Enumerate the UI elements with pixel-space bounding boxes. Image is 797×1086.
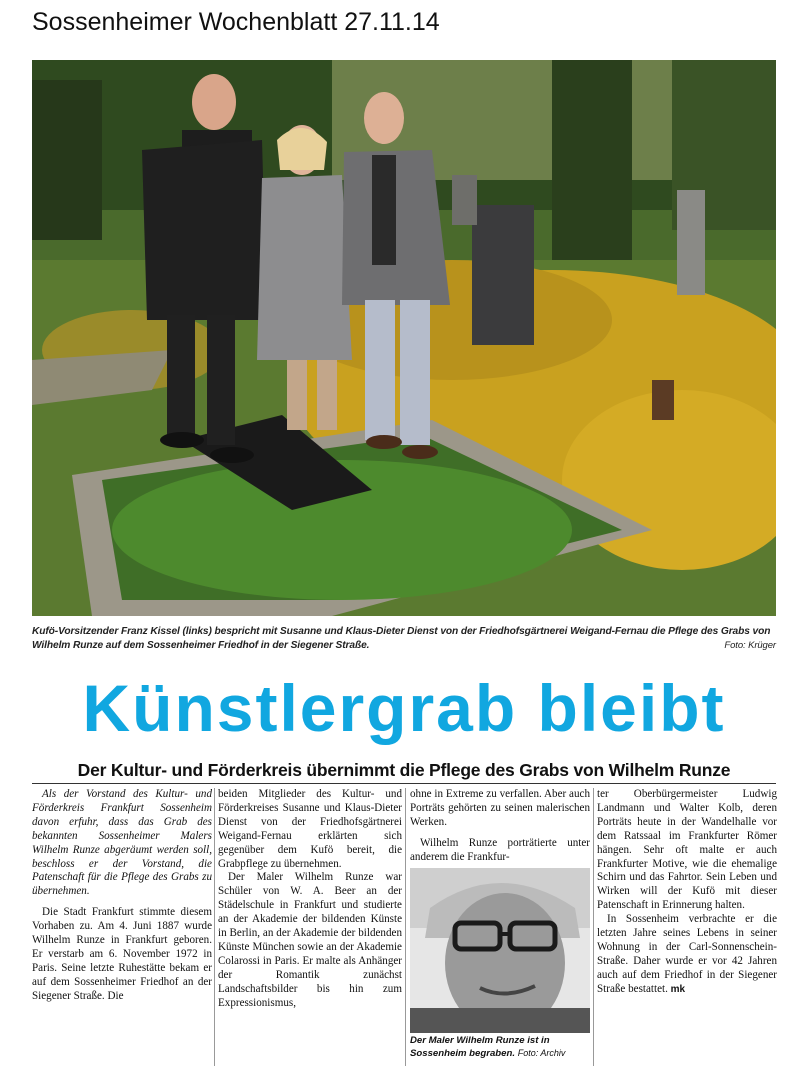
article-column-2 — [218, 788, 402, 1068]
publication-header: Sossenheimer Wochenblatt 27.11.14 — [32, 8, 440, 36]
article-paragraph: ter Oberbürgermeister Ludwig Landmann und Walter Kolb, deren Porträts heute in der Wandelhalle vor dem Ratssaal im Frankfurter Römer hängen. Sehr oft malte er auch Frankfurter Motive, wie die ehemalige Schirn und das Fahrtor. Sein Leben und Wirken will der Kufö mit dieser Patenschaft in Erinnerung halten. — [597, 788, 777, 912]
portrait-caption-text: Der Maler Wilhelm Runze ist in Sossenheim begraben. — [410, 1035, 550, 1059]
column-divider — [214, 788, 215, 1066]
headline: Künstlergrab bleibt — [82, 671, 726, 745]
photo-credit: Foto: Krüger — [724, 640, 776, 651]
photo-caption-text: Kufö-Vorsitzender Franz Kissel (links) bespricht mit Susanne und Klaus-Dieter Dienst von der Friedhofsgärtnerei Weigand-Fernau die Pflege des Grabs von Wilhelm Runze auf dem Sossenheimer Friedhof in der Siegener Straße. — [32, 626, 771, 651]
article-paragraph: Die Stadt Frankfurt stimmte diesem Vorhaben zu. Am 4. Juni 1887 wurde Wilhelm Runze in Frankfurt geboren. Er verstarb am 6. November 1972 in Paris. Seine letzte Ruhestätte bekam er auf dem Sossenheimer Friedhof an der Siegener Straße. Die — [32, 906, 212, 1002]
article-column-3 — [410, 788, 590, 865]
article-paragraph-text: In Sossenheim verbrachte er die letzten Jahre seines Lebens in seiner Wohnung in der Carl-Sonnenschein-Straße. Daher wurde er vor 42 Jahren auch auf dem Friedhof in der Siegener Straße bestattet. — [597, 913, 777, 995]
article-paragraph: ohne in Extreme zu verfallen. Aber auch Porträts gehörten zu seinen malerischen Werken. — [410, 788, 590, 828]
article-column-4 — [597, 788, 777, 1068]
cemetery-photo — [32, 60, 776, 616]
subheadline: Der Kultur- und Förderkreis übernimmt die Pflege des Grabs von Wilhelm Runze — [77, 760, 731, 780]
divider — [32, 783, 776, 784]
portrait-caption — [410, 1034, 590, 1060]
article-paragraph: beiden Mitglieder des Kultur- und Förderkreises Susanne und Klaus-Dieter Dienst von der Friedhofsgärtnerei Weigand-Fernau erklärten sich gegenüber dem Kufö bereit, die Grabpflege zu übernehmen. — [218, 788, 402, 870]
portrait-photo — [410, 868, 590, 1033]
article-paragraph: Wilhelm Runze porträtierte unter anderem die Frankfur- — [410, 836, 590, 863]
column-divider — [593, 788, 594, 1066]
article-paragraph: Der Maler Wilhelm Runze war Schüler von W. A. Beer an der Städelschule in Frankfurt und studierte an der Akademie der bildenden Künste in Berlin, an der Akademie der bildenden Künste München sowie an der Akademie Colarossi in Paris. Er malte als Anhänger der Romantik zunächst Landschaftsbilder bis hin zum Expressionismus, — [218, 871, 402, 1009]
article-column-1 — [32, 788, 212, 1068]
portrait-credit: Foto: Archiv — [517, 1048, 566, 1058]
article-paragraph — [597, 913, 777, 996]
column-divider — [405, 788, 406, 1066]
article-intro: Als der Vorstand des Kultur- und Förderkreis Frankfurt Sossenheim davon erfuhr, dass das Grab des bekannten Sossenheimer Malers Wilhelm Runze abgeräumt werden soll, beschloss er der Vorstand, die Patenschaft für die Pflege des Grabs zu übernehmen. — [32, 788, 212, 898]
author-initials: mk — [670, 983, 686, 995]
photo-caption — [32, 625, 776, 653]
